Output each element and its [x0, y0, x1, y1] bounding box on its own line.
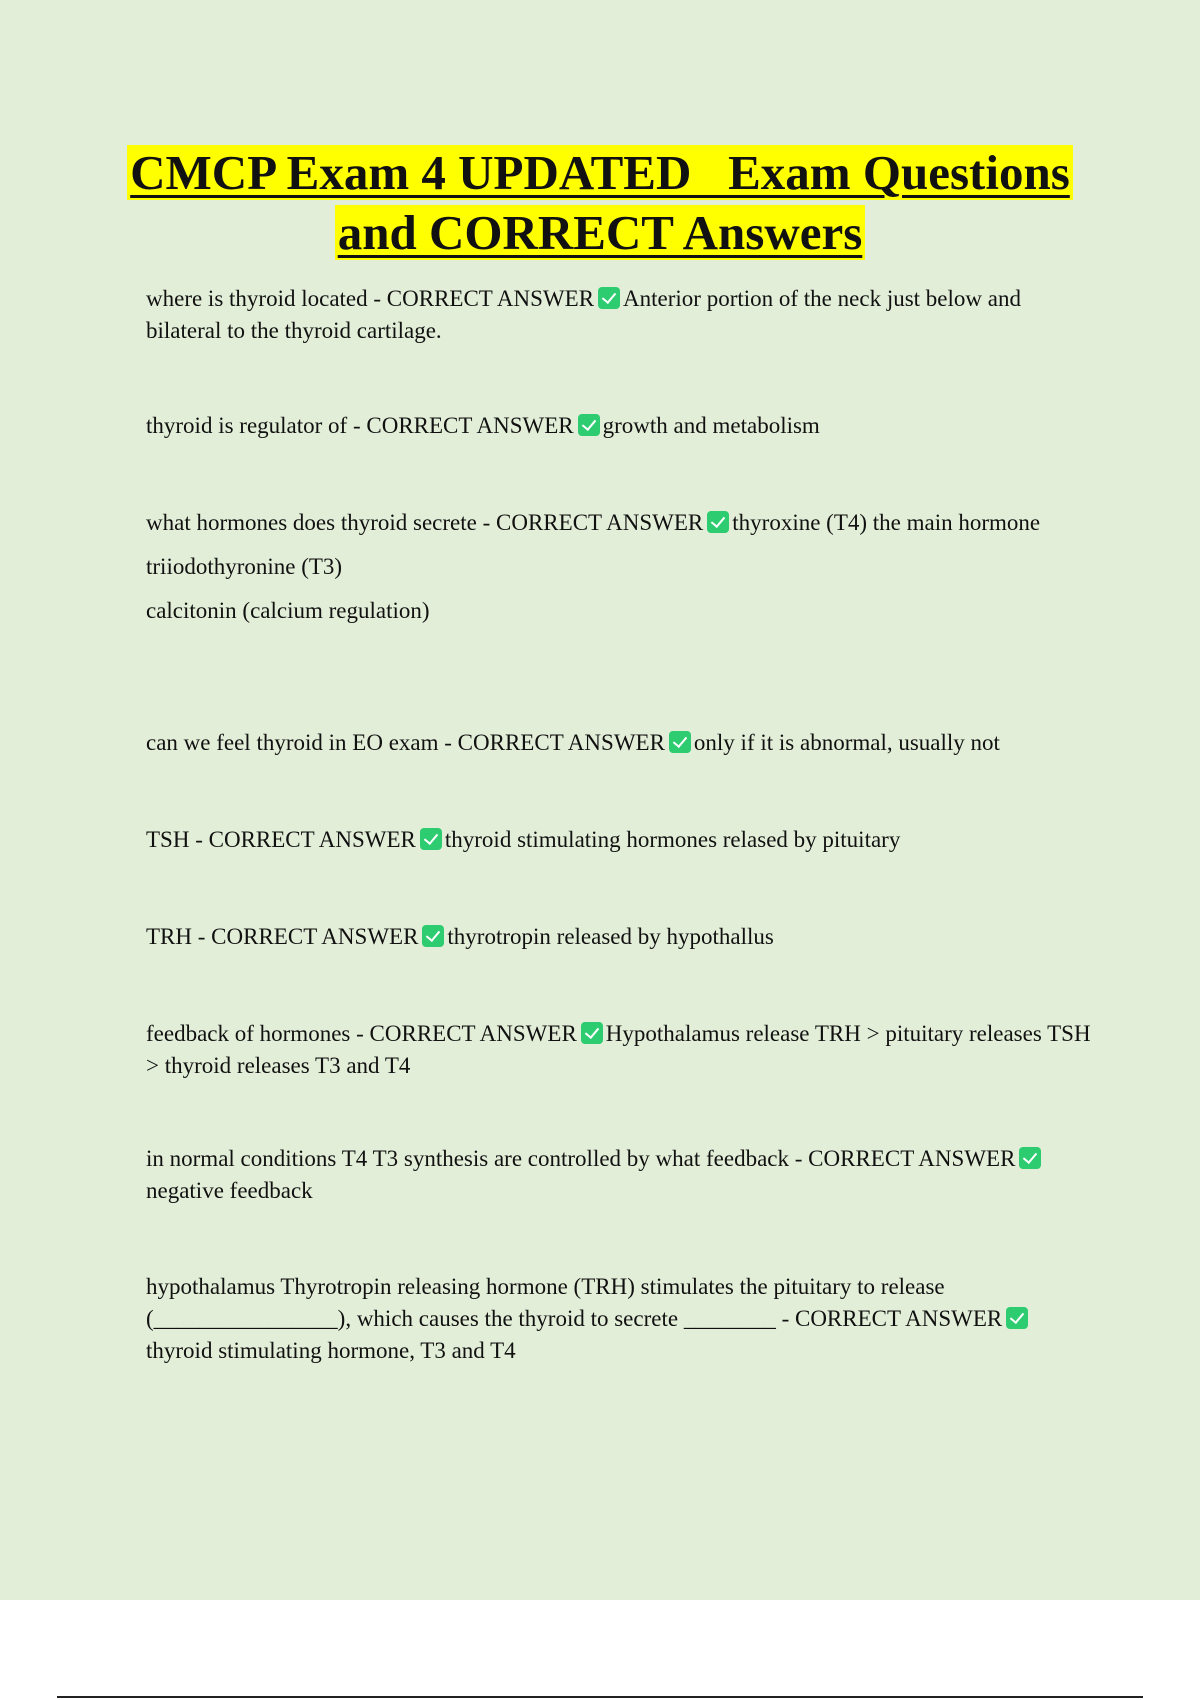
answer-text: growth and metabolism	[602, 413, 820, 438]
question-text: what hormones does thyroid secrete -	[146, 510, 497, 535]
qa-item	[146, 1018, 1096, 1082]
answer-text: thyroid stimulating hormone, T3 and T4	[146, 1338, 516, 1363]
qa-item	[146, 921, 1096, 953]
question-text: TSH -	[146, 827, 209, 852]
question-text: where is thyroid located -	[146, 286, 387, 311]
answer-marker: CORRECT ANSWER	[496, 510, 704, 535]
green-checkbox-icon	[581, 1022, 603, 1044]
qa-item	[146, 507, 1096, 627]
answer-text: thyrotropin released by hypothallus	[447, 924, 774, 949]
answer-marker: CORRECT ANSWER	[211, 924, 419, 949]
qa-item	[146, 727, 1096, 759]
green-checkbox-icon	[1006, 1307, 1028, 1329]
green-checkbox-icon	[1019, 1147, 1041, 1169]
title-line-1: CMCP Exam 4 UPDATED Exam Questions	[127, 145, 1073, 200]
answer-text: thyroid stimulating hormones relased by pituitary	[444, 827, 901, 852]
green-checkbox-icon	[598, 287, 620, 309]
title-line-2: and CORRECT Answers	[335, 205, 866, 260]
answer-text: only if it is abnormal, usually not	[693, 730, 1000, 755]
question-text: feedback of hormones -	[146, 1021, 370, 1046]
question-text: can we feel thyroid in EO exam -	[146, 730, 458, 755]
question-text: TRH -	[146, 924, 212, 949]
qa-item	[146, 824, 1096, 856]
footer-divider	[57, 1696, 1143, 1698]
answer-marker: CORRECT ANSWER	[808, 1146, 1016, 1171]
document-title	[80, 143, 1120, 263]
answer-text: Anterior portion of the neck just below and bilateral to the thyroid cartilage.	[146, 286, 1021, 343]
answer-text: thyroxine (T4) the main hormone	[732, 510, 1041, 535]
green-checkbox-icon	[669, 731, 691, 753]
green-checkbox-icon	[707, 511, 729, 533]
answer-marker: CORRECT ANSWER	[208, 827, 416, 852]
green-checkbox-icon	[420, 828, 442, 850]
question-text: hypothalamus Thyrotropin releasing hormone (TRH) stimulates the pituitary to release (________________), which causes the thyroid to secrete ________ -	[146, 1274, 945, 1331]
qa-item	[146, 410, 1096, 442]
answer-marker: CORRECT ANSWER	[369, 1021, 577, 1046]
question-text: in normal conditions T4 T3 synthesis are controlled by what feedback -	[146, 1146, 809, 1171]
green-checkbox-icon	[422, 925, 444, 947]
answer-marker: CORRECT ANSWER	[366, 413, 574, 438]
answer-text: Hypothalamus release TRH > pituitary releases TSH > thyroid releases T3 and T4	[146, 1021, 1091, 1078]
answer-marker: CORRECT ANSWER	[794, 1306, 1003, 1331]
answer-extra-line: calcitonin (calcium regulation)	[146, 598, 430, 623]
answer-marker: CORRECT ANSWER	[386, 286, 595, 311]
answer-text: negative feedback	[146, 1178, 313, 1203]
green-checkbox-icon	[578, 414, 600, 436]
answer-extra-line: triiodothyronine (T3)	[146, 554, 343, 579]
question-text: thyroid is regulator of -	[146, 413, 367, 438]
qa-item	[146, 1143, 1096, 1207]
qa-item	[146, 1271, 1096, 1367]
qa-item	[146, 283, 1096, 347]
answer-marker: CORRECT ANSWER	[457, 730, 665, 755]
